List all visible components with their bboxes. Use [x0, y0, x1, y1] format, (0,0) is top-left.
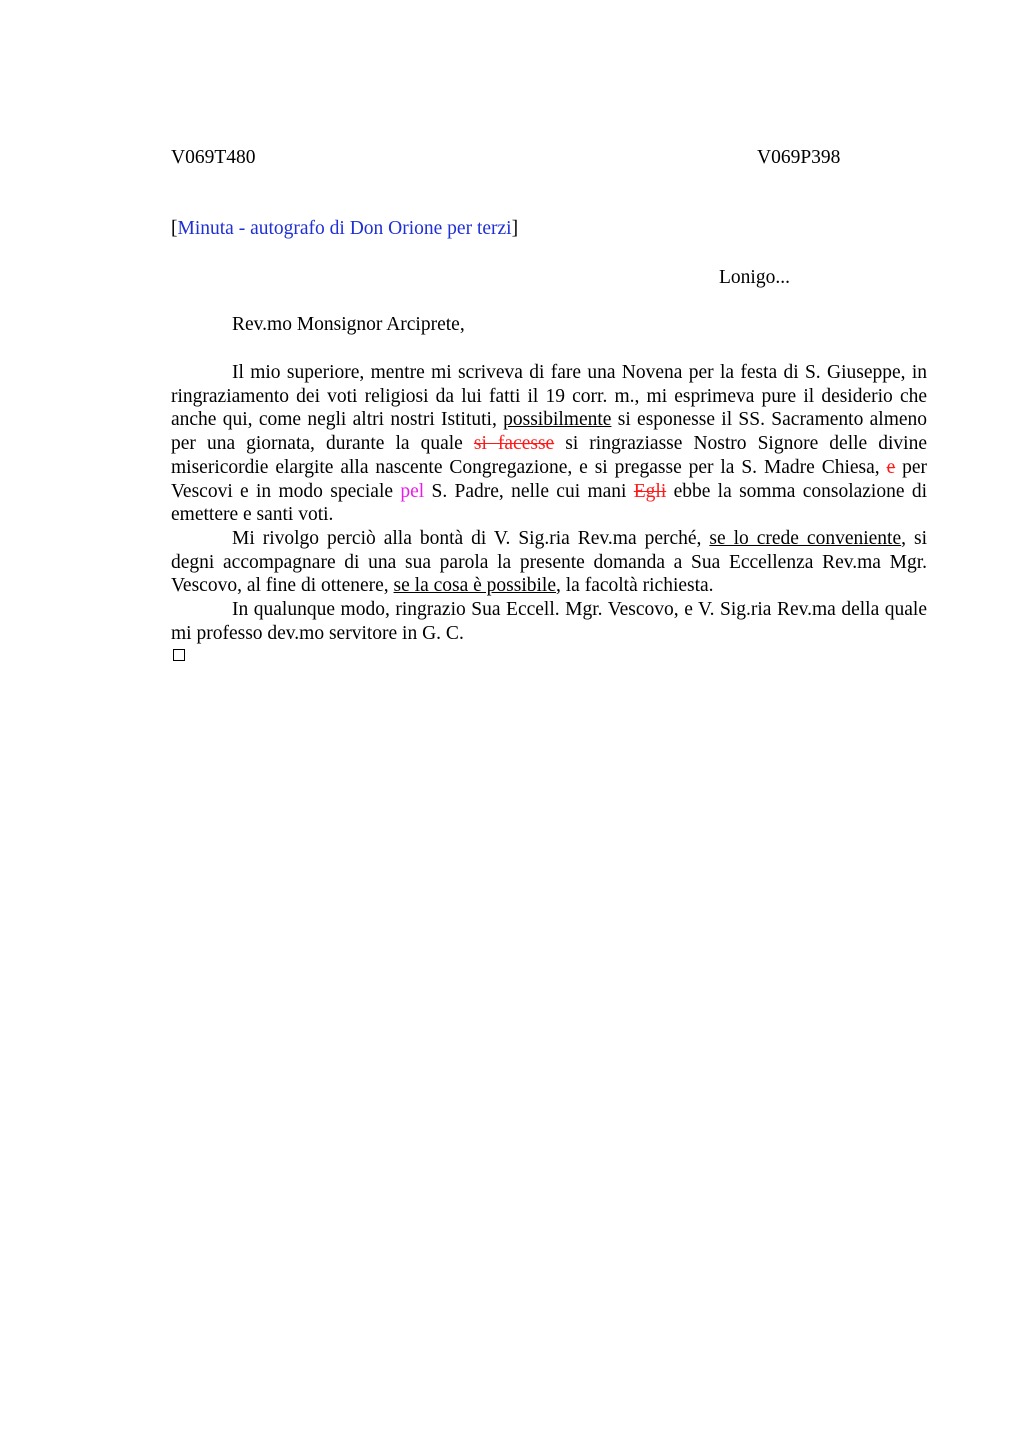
paragraph-2	[171, 527, 927, 598]
note-text: Minuta - autografo di Don Orione per terzi	[177, 218, 512, 239]
text-run: si ringraziasse Nostro Signore delle divine misericordie elargite alla nascente Congregazione, e si pregasse per la S. Madre Chiesa,	[171, 433, 927, 478]
text-run: In qualunque modo, ringrazio Sua Eccell. Mgr. Vescovo, e V. Sig.ria Rev.ma della quale mi professo dev.mo servitore in G. C.	[171, 599, 927, 644]
editorial-note	[171, 218, 518, 240]
text-run: Mi rivolgo perciò alla bontà di V. Sig.ria Rev.ma perché,	[232, 527, 710, 549]
text-run: Il mio superiore, mentre mi scriveva di fare una Novena per la festa di S. Giuseppe, in ringraziamento dei voti religiosi da lui fatti il 19 corr. m., mi esprimeva pure il desiderio che anche qui, come negli altri nostri Istituti,	[171, 362, 927, 431]
end-marker-box	[173, 649, 185, 661]
document-code-left: V069T480	[171, 147, 256, 168]
letter-body	[171, 361, 927, 645]
text-run: , si degni accompagnare di una sua parola la presente domanda a Sua Eccellenza Rev.ma Mgr. Vescovo, al fine di ottenere,	[171, 527, 927, 597]
underlined-text: possibilmente	[503, 409, 612, 431]
inserted-text: pel	[400, 480, 425, 502]
text-run: si esponesse il SS. Sacramento almeno per una giornata, durante la quale	[171, 409, 928, 455]
salutation: Rev.mo Monsignor Arciprete,	[232, 314, 465, 335]
underlined-text: se lo crede conveniente	[709, 527, 902, 549]
deleted-text: e	[886, 456, 896, 478]
paragraph-1	[171, 361, 927, 527]
text-run: ebbe la somma consolazione di emettere e santi voti.	[171, 480, 927, 526]
paragraph-3	[171, 598, 927, 645]
underlined-text: se la cosa è possibile	[393, 575, 557, 597]
place-line: Lonigo...	[719, 267, 790, 288]
document-code-right: V069P398	[757, 147, 841, 168]
note-open-bracket: [	[171, 218, 178, 239]
note-close-bracket: ]	[511, 218, 519, 239]
deleted-text: Egli	[633, 480, 667, 502]
text-run: S. Padre, nelle cui mani	[424, 480, 634, 502]
deleted-text: si facesse	[473, 433, 555, 455]
text-run: , la facoltà richiesta.	[556, 575, 714, 597]
text-run: per Vescovi e in modo speciale	[171, 456, 927, 502]
